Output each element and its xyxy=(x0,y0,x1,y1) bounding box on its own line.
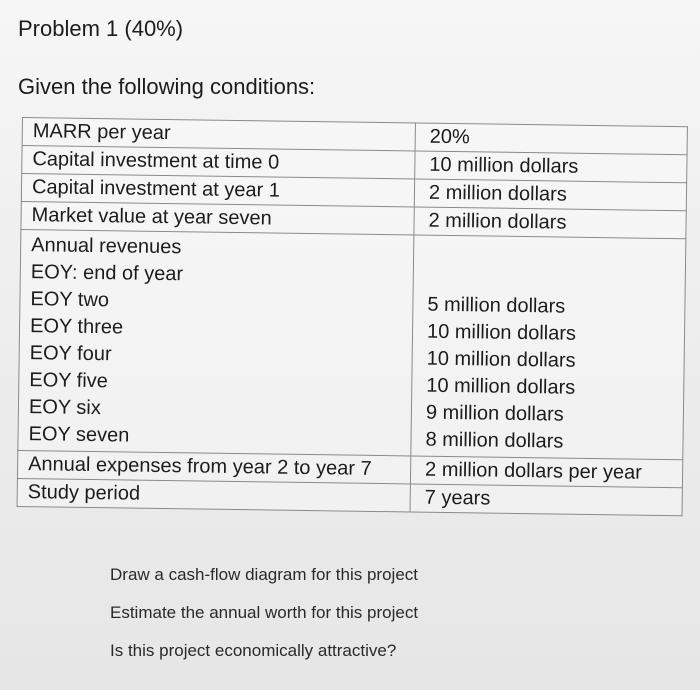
revenue-year-value: 10 million dollars xyxy=(426,347,576,372)
question-item: Estimate the annual worth for this project xyxy=(110,603,419,622)
problem-title: Problem 1 (40%) xyxy=(18,16,184,41)
revenue-year-label: EOY three xyxy=(29,315,124,339)
row-label: Capital investment at year 1 xyxy=(21,174,414,207)
revenue-year-value: 8 million dollars xyxy=(425,428,564,453)
spacer xyxy=(428,238,675,268)
revenue-year-label: EOY six xyxy=(28,396,101,420)
revenues-values xyxy=(411,235,686,460)
revenue-year-value: 5 million dollars xyxy=(427,293,566,318)
row-label: MARR per year xyxy=(22,118,415,151)
row-value: 2 million dollars per year xyxy=(410,456,682,488)
row-value: 10 million dollars xyxy=(415,151,687,183)
question-item: Draw a cash-flow diagram for this project xyxy=(110,565,419,584)
revenues-heading: Annual revenues xyxy=(31,234,182,259)
question-item: Is this project economically attractive? xyxy=(110,641,397,660)
revenue-year-label: EOY five xyxy=(29,369,109,393)
revenue-year-label: EOY four xyxy=(29,342,112,366)
problem-intro: Given the following conditions: xyxy=(18,74,316,99)
row-label: Market value at year seven xyxy=(21,201,414,234)
revenue-year-value: 10 million dollars xyxy=(426,374,576,399)
revenue-year-label: EOY seven xyxy=(28,423,130,447)
row-label: Capital investment at time 0 xyxy=(22,146,415,179)
row-value: 7 years xyxy=(410,484,682,516)
row-label: Annual expenses from year 2 to year 7 xyxy=(17,450,410,483)
row-value: 2 million dollars xyxy=(414,179,686,211)
revenue-year-value: 9 million dollars xyxy=(425,401,564,426)
question-list xyxy=(110,560,418,674)
revenue-year-label: EOY two xyxy=(30,288,110,312)
row-value: 20% xyxy=(415,123,687,155)
revenue-year-value: 10 million dollars xyxy=(426,320,577,345)
row-value: 2 million dollars xyxy=(414,207,686,239)
spacer xyxy=(428,265,675,295)
row-label: Study period xyxy=(17,478,410,511)
conditions-table xyxy=(17,117,688,516)
revenues-block xyxy=(18,229,686,459)
conditions-table-sheet xyxy=(16,117,688,534)
eoy-note: EOY: end of year xyxy=(30,261,184,286)
revenues-labels xyxy=(18,229,414,455)
